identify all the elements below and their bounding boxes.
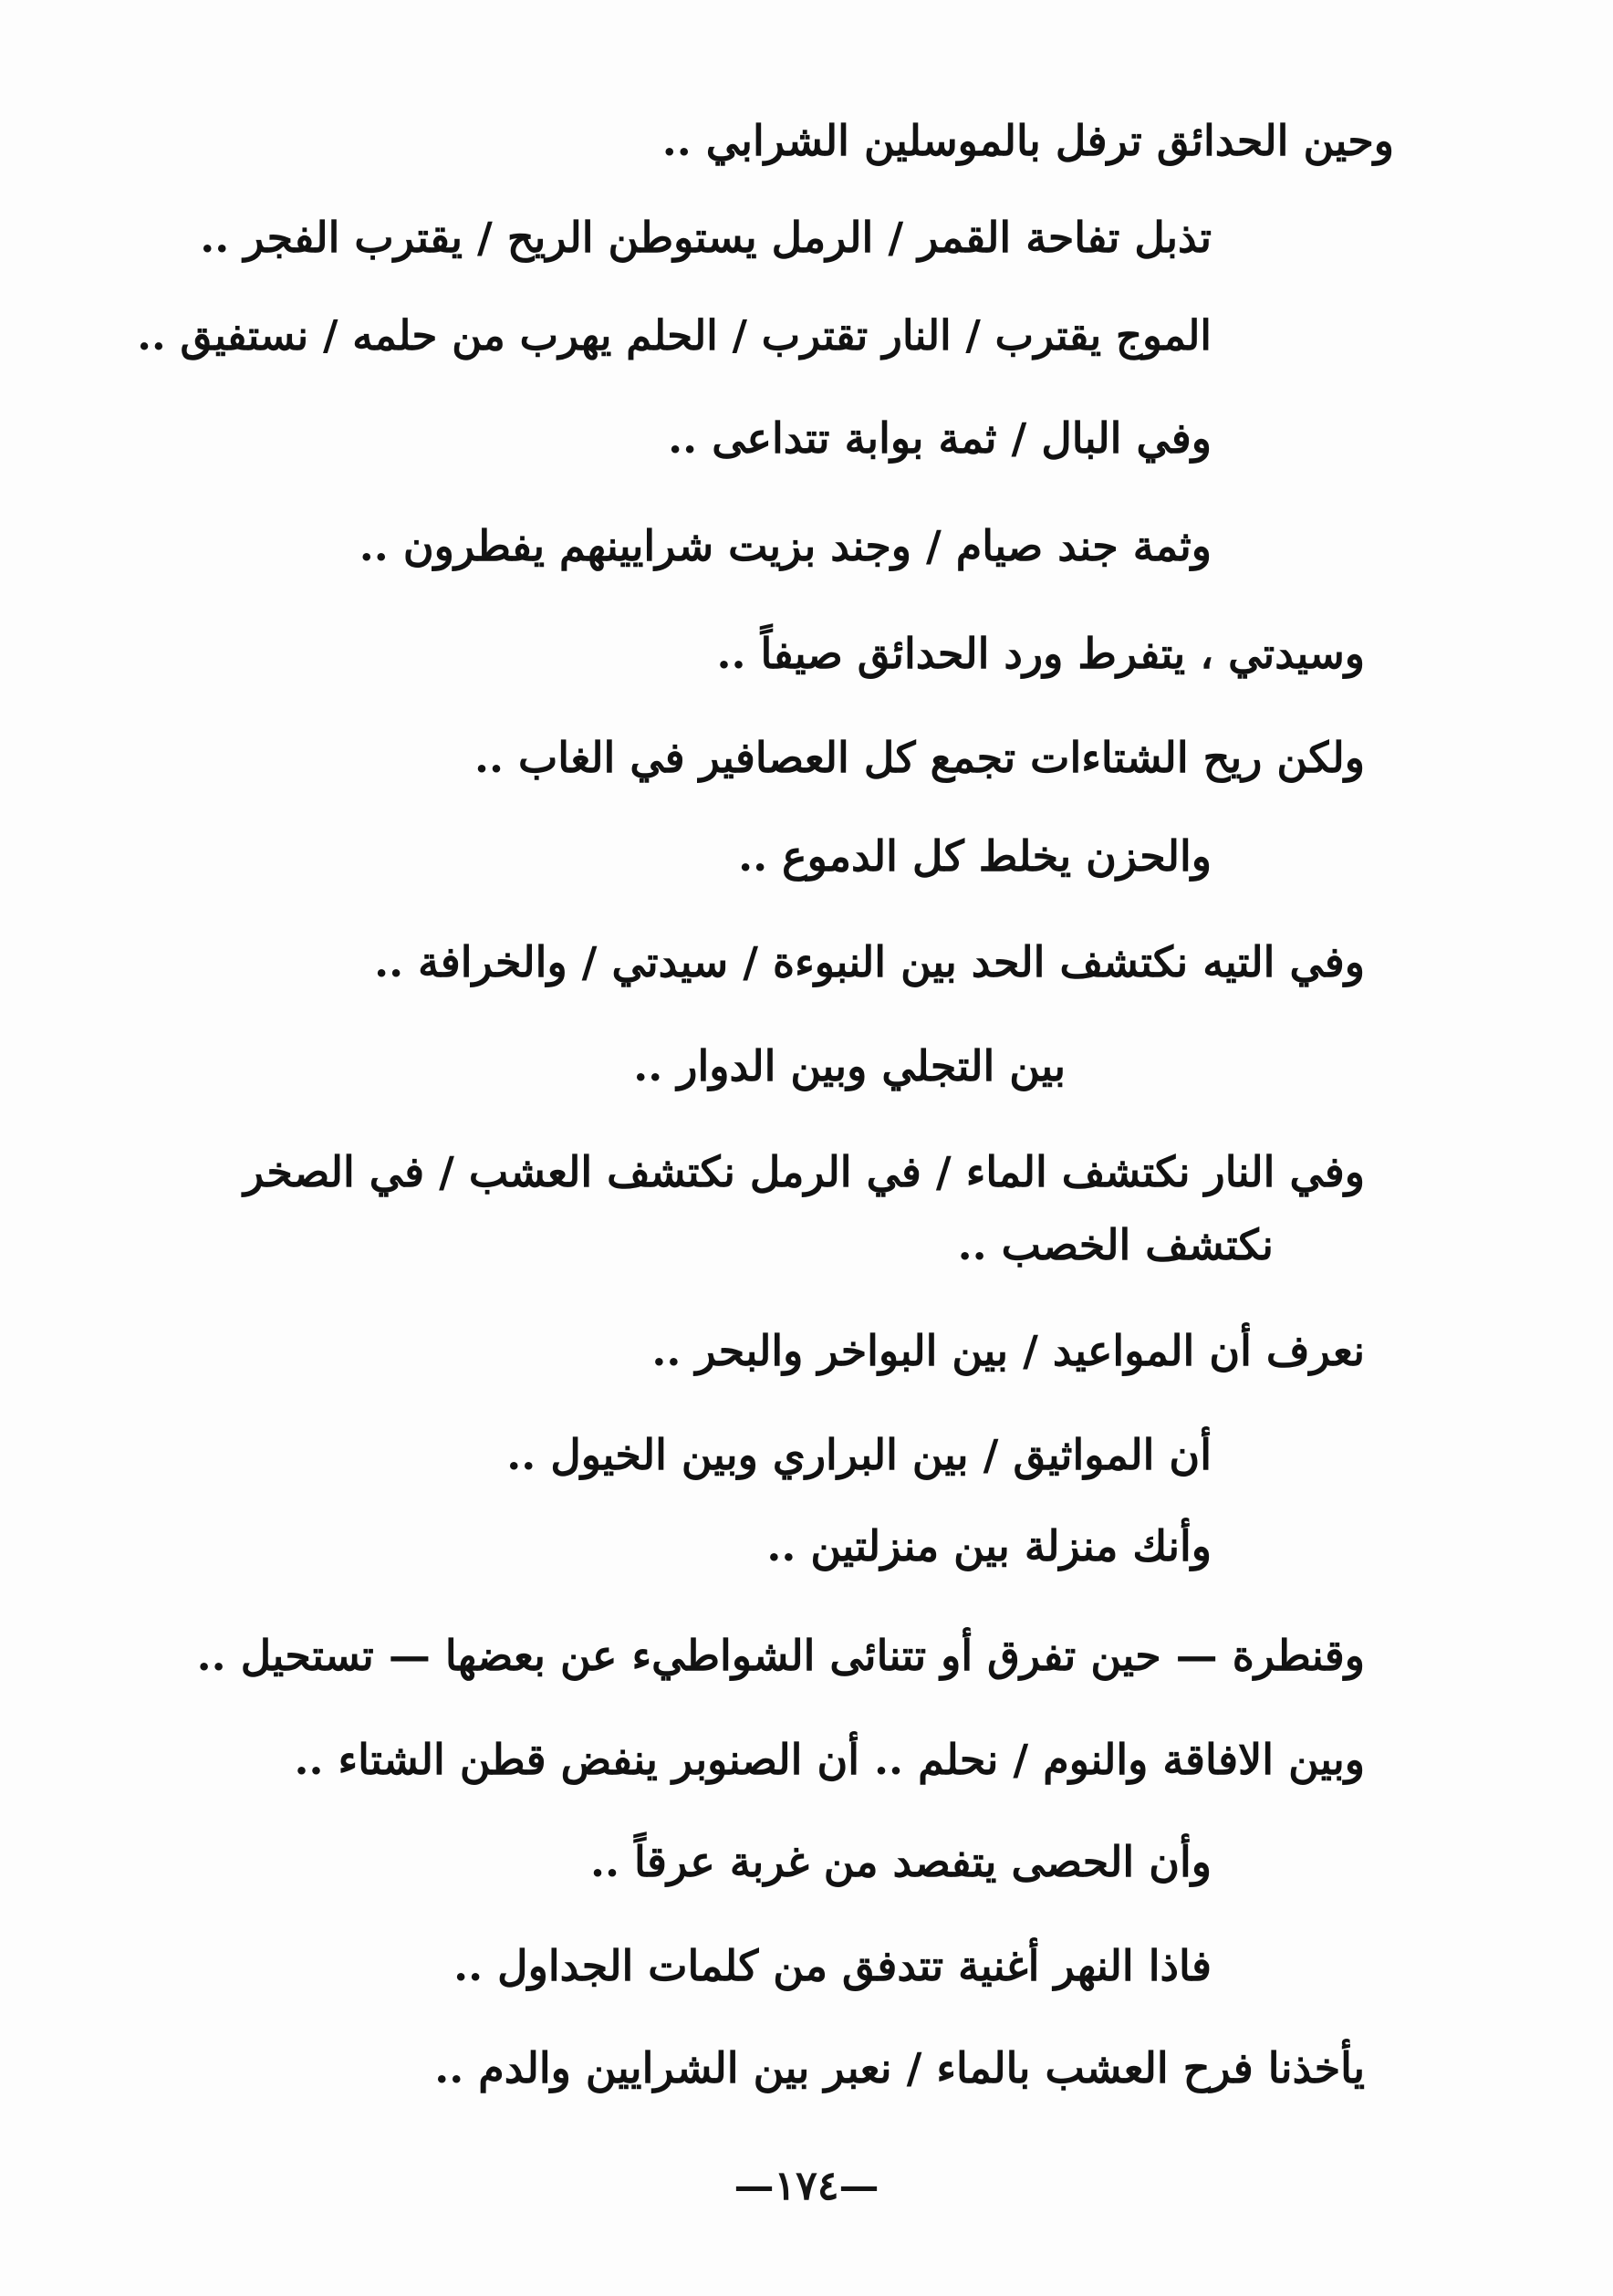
poem-line: وفي النار نكتشف الماء / في الرمل نكتشف العشب / في الصخر bbox=[244, 1147, 1365, 1196]
poem-line: وثمة جند صيام / وجند بزيت شرايينهم يفطرون .. bbox=[359, 521, 1212, 570]
poem-line: يأخذنا فرح العشب بالماء / نعبر بين الشرايين والدم .. bbox=[434, 2043, 1365, 2092]
page-number: —١٧٤— bbox=[734, 2163, 879, 2209]
poem-line: الموج يقترب / النار تقترب / الحلم يهرب من حلمه / نستفيق .. bbox=[137, 311, 1212, 360]
poem-line: تذبل تفاحة القمر / الرمل يستوطن الريح / يقترب الفجر .. bbox=[200, 213, 1212, 262]
poem-line: وقنطرة — حين تفرق أو تتنائى الشواطيء عن بعضها — تستحيل .. bbox=[196, 1631, 1365, 1680]
poem-line: والحزن يخلط كل الدموع .. bbox=[738, 831, 1212, 881]
poem-line: وأن الحصى يتفصد من غربة عرقاً .. bbox=[590, 1837, 1212, 1886]
poem-line: نعرف أن المواعيد / بين البواخر والبحر .. bbox=[651, 1326, 1365, 1375]
poem-line: ولكن ريح الشتاءات تجمع كل العصافير في الغاب .. bbox=[473, 733, 1365, 782]
poem-line: وبين الافاقة والنوم / نحلم .. أن الصنوبر ينفض قطن الشتاء .. bbox=[294, 1735, 1365, 1784]
poem-line: وفي التيه نكتشف الحد بين النبوءة / سيدتي / والخرافة .. bbox=[374, 937, 1365, 986]
poem-line: بين التجلي وبين الدوار .. bbox=[633, 1041, 1066, 1091]
poem-line: وأنك منزلة بين منزلتين .. bbox=[766, 1521, 1212, 1571]
poem-line: وفي البال / ثمة بوابة تتداعى .. bbox=[668, 413, 1212, 463]
poem-line: وحين الحدائق ترفل بالموسلين الشرابي .. bbox=[661, 116, 1394, 165]
poem-line: أن المواثيق / بين البراري وبين الخيول .. bbox=[506, 1430, 1212, 1479]
poem-line: نكتشف الخصب .. bbox=[957, 1220, 1274, 1269]
poem-line: وسيدتي ، يتفرط ورد الحدائق صيفاً .. bbox=[716, 629, 1365, 678]
poem-line: فاذا النهر أغنية تتدفق من كلمات الجداول .. bbox=[453, 1941, 1212, 1990]
